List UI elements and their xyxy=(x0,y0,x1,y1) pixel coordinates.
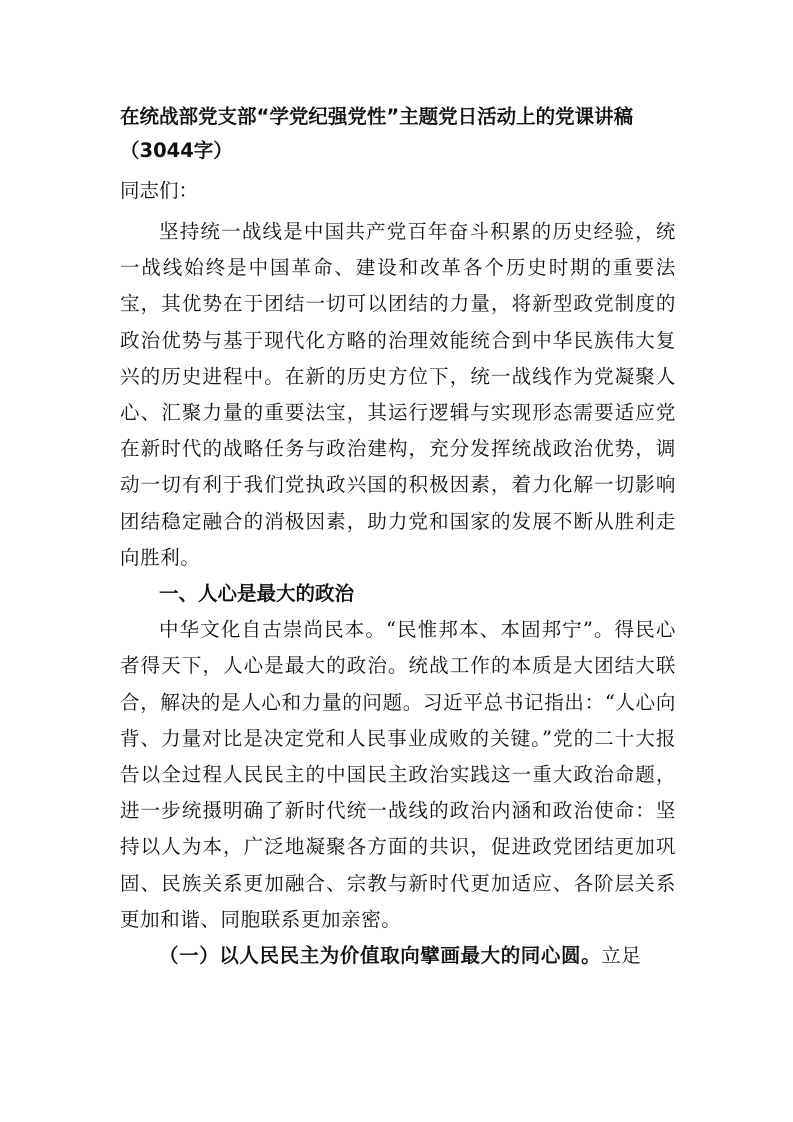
salutation: 同志们： xyxy=(120,179,199,202)
paragraph-1: 坚持统一战线是中国共产党百年奋斗积累的历史经验，统一战线始终是中国革命、建设和改革各个历史时期的重要法宝，其优势在于团结一切可以团结的力量，将新型政党制度的政治优势与基于现代化方略的治理效能统合到中华民族伟大复兴的历史进程中。在新的历史方位下，统一战线作为党凝聚人心、汇聚力量的重要法宝，其运行逻辑与实现形态需要适应党在新时代的战略任务与政治建构，充分发挥统战政治优势，调动一切有利于我们党执政兴国的积极因素，着力化解一切影响团结稳定融合的消极因素，助力党和国家的发展不断从胜利走向胜利。 xyxy=(120,220,676,569)
subsection-heading-1: （一）以人民民主为价值取向擘画最大的同心圆。 xyxy=(159,944,602,968)
document-title: 在统战部党支部“学党纪强党性”主题党日活动上的党课讲稿（3044字） xyxy=(120,105,634,162)
section-heading-1: 一、人心是最大的政治 xyxy=(159,582,355,606)
subsection-text-start: 立足 xyxy=(601,944,642,968)
document-page xyxy=(120,100,676,974)
subsection-paragraph xyxy=(120,938,676,974)
paragraph-2: 中华文化自古崇尚民本。“民惟邦本、本固邦宁”。得民心者得天下，人心是最大的政治。统战工作的本质是大团结大联合，解决的是人心和力量的问题。习近平总书记指出：“人心向背、力量对比是决定党和人民事业成败的关键。”党的二十大报告以全过程人民民主的中国民主政治实践这一重大政治命题，进一步统摄明确了新时代统一战线的政治内涵和政治使命：坚持以人为本，广泛地凝聚各方面的共识，促进政党团结更加巩固、民族关系更加融合、宗教与新时代更加适应、各阶层关系更加和谐、同胞联系更加亲密。 xyxy=(120,618,676,931)
